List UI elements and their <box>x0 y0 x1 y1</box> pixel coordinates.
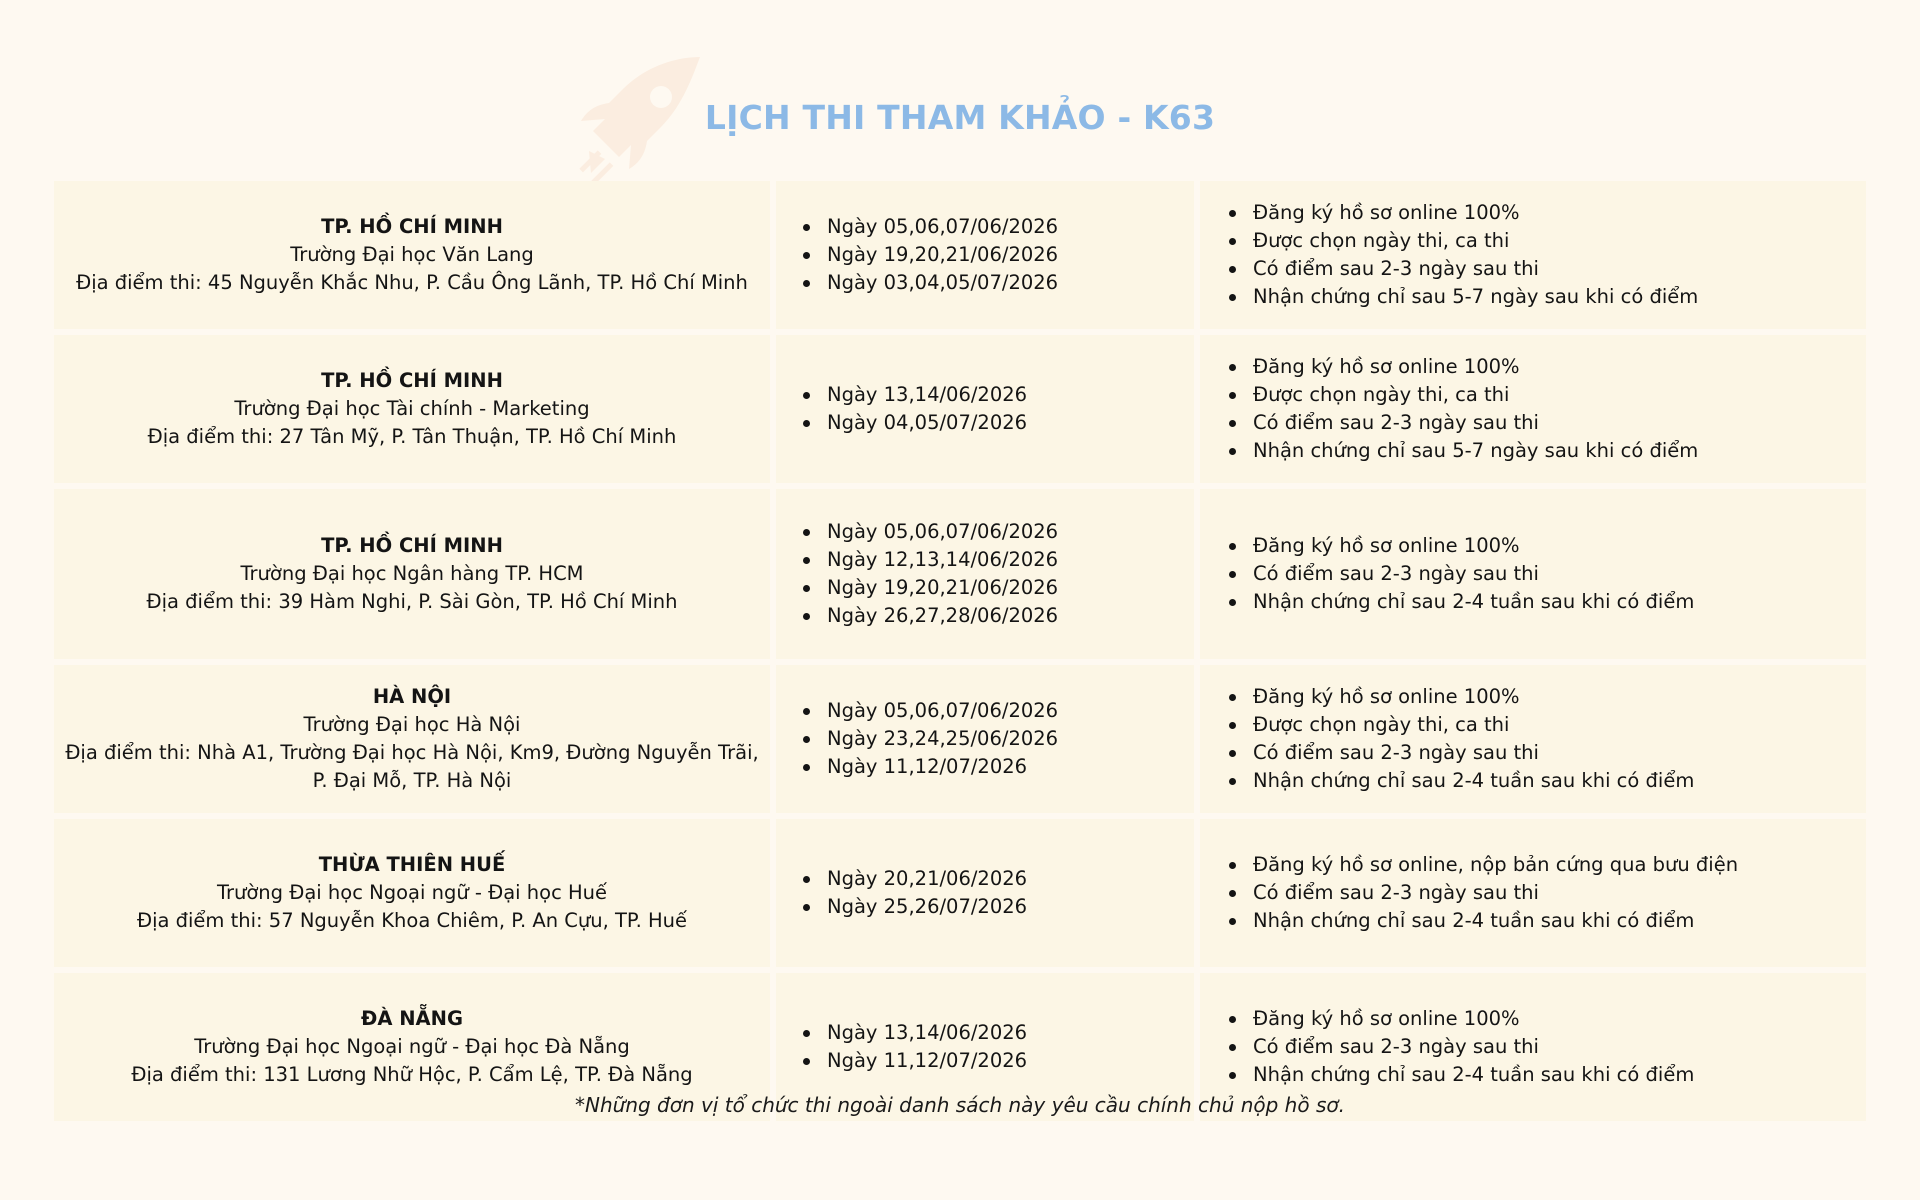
exam-address: Địa điểm thi: Nhà A1, Trường Đại học Hà Nội, Km9, Đường Nguyễn Trãi, <box>65 741 759 764</box>
city-name: THỪA THIÊN HUẾ <box>318 853 506 876</box>
dates-cell <box>776 819 1194 967</box>
school-name: Trường Đại học Văn Lang <box>290 243 534 266</box>
note-item: Có điểm sau 2-3 ngày sau thi <box>1229 739 1694 767</box>
notes-cell-list <box>1229 851 1738 935</box>
exam-date-item: Ngày 20,21/06/2026 <box>803 865 1027 893</box>
dates-cell <box>776 665 1194 813</box>
footnote: *Những đơn vị tổ chức thi ngoài danh sách này yêu cầu chính chủ nộp hồ sơ. <box>575 1093 1345 1117</box>
notes-cell <box>1200 489 1866 659</box>
notes-cell-list <box>1229 353 1698 465</box>
exam-address: Địa điểm thi: 39 Hàm Nghi, P. Sài Gòn, TP. Hồ Chí Minh <box>146 590 678 613</box>
table-row <box>54 335 1866 483</box>
note-item: Đăng ký hồ sơ online 100% <box>1229 1005 1694 1033</box>
note-item: Được chọn ngày thi, ca thi <box>1229 711 1694 739</box>
note-item: Nhận chứng chỉ sau 2-4 tuần sau khi có điểm <box>1229 907 1738 935</box>
dates-cell <box>776 181 1194 329</box>
exam-date-item: Ngày 05,06,07/06/2026 <box>803 213 1058 241</box>
school-name: Trường Đại học Hà Nội <box>303 713 521 736</box>
exam-date-item: Ngày 11,12/07/2026 <box>803 1047 1027 1075</box>
note-item: Đăng ký hồ sơ online 100% <box>1229 683 1694 711</box>
note-item: Có điểm sau 2-3 ngày sau thi <box>1229 879 1738 907</box>
school-name: Trường Đại học Ngoại ngữ - Đại học Đà Nẵng <box>194 1035 630 1058</box>
note-item: Nhận chứng chỉ sau 5-7 ngày sau khi có điểm <box>1229 283 1698 311</box>
school-name: Trường Đại học Ngân hàng TP. HCM <box>240 562 584 585</box>
dates-cell <box>776 489 1194 659</box>
city-name: ĐÀ NẴNG <box>361 1007 463 1030</box>
note-item: Được chọn ngày thi, ca thi <box>1229 381 1698 409</box>
exam-address-continued: P. Đại Mỗ, TP. Hà Nội <box>312 769 512 792</box>
exam-date-item: Ngày 25,26/07/2026 <box>803 893 1027 921</box>
dates-cell <box>776 335 1194 483</box>
dates-cell-list <box>803 518 1058 630</box>
note-item: Đăng ký hồ sơ online 100% <box>1229 532 1694 560</box>
location-cell <box>54 819 770 967</box>
note-item: Nhận chứng chỉ sau 2-4 tuần sau khi có điểm <box>1229 588 1694 616</box>
exam-date-item: Ngày 12,13,14/06/2026 <box>803 546 1058 574</box>
exam-date-item: Ngày 23,24,25/06/2026 <box>803 725 1058 753</box>
notes-cell <box>1200 335 1866 483</box>
city-name: TP. HỒ CHÍ MINH <box>321 534 503 557</box>
note-item: Nhận chứng chỉ sau 2-4 tuần sau khi có điểm <box>1229 767 1694 795</box>
location-cell <box>54 665 770 813</box>
dates-cell-list <box>803 1019 1027 1075</box>
note-item: Đăng ký hồ sơ online, nộp bản cứng qua bưu điện <box>1229 851 1738 879</box>
dates-cell-list <box>803 865 1027 921</box>
page-title: LỊCH THI THAM KHẢO - K63 <box>704 98 1216 137</box>
exam-date-item: Ngày 19,20,21/06/2026 <box>803 241 1058 269</box>
exam-date-item: Ngày 11,12/07/2026 <box>803 753 1058 781</box>
dates-cell-list <box>803 697 1058 781</box>
note-item: Có điểm sau 2-3 ngày sau thi <box>1229 560 1694 588</box>
table-row <box>54 181 1866 329</box>
exam-date-item: Ngày 19,20,21/06/2026 <box>803 574 1058 602</box>
notes-cell <box>1200 181 1866 329</box>
exam-address: Địa điểm thi: 57 Nguyễn Khoa Chiêm, P. An Cựu, TP. Huế <box>136 909 688 932</box>
note-item: Có điểm sau 2-3 ngày sau thi <box>1229 255 1698 283</box>
exam-date-item: Ngày 13,14/06/2026 <box>803 381 1027 409</box>
note-item: Có điểm sau 2-3 ngày sau thi <box>1229 409 1698 437</box>
exam-date-item: Ngày 05,06,07/06/2026 <box>803 518 1058 546</box>
table-row <box>54 665 1866 813</box>
exam-address: Địa điểm thi: 45 Nguyễn Khắc Nhu, P. Cầu Ông Lãnh, TP. Hồ Chí Minh <box>76 271 748 294</box>
location-cell <box>54 489 770 659</box>
notes-cell-list <box>1229 683 1694 795</box>
table-row <box>54 489 1866 659</box>
note-item: Đăng ký hồ sơ online 100% <box>1229 199 1698 227</box>
exam-date-item: Ngày 03,04,05/07/2026 <box>803 269 1058 297</box>
school-name: Trường Đại học Tài chính - Marketing <box>234 397 590 420</box>
table-row <box>54 819 1866 967</box>
exam-date-item: Ngày 13,14/06/2026 <box>803 1019 1027 1047</box>
note-item: Được chọn ngày thi, ca thi <box>1229 227 1698 255</box>
dates-cell-list <box>803 213 1058 297</box>
note-item: Nhận chứng chỉ sau 2-4 tuần sau khi có điểm <box>1229 1061 1694 1089</box>
notes-cell-list <box>1229 532 1694 616</box>
exam-date-item: Ngày 26,27,28/06/2026 <box>803 602 1058 630</box>
exam-address: Địa điểm thi: 27 Tân Mỹ, P. Tân Thuận, TP. Hồ Chí Minh <box>147 425 677 448</box>
school-name: Trường Đại học Ngoại ngữ - Đại học Huế <box>216 881 608 904</box>
notes-cell-list <box>1229 1005 1694 1089</box>
exam-schedule-table <box>54 181 1866 1127</box>
location-cell <box>54 335 770 483</box>
location-cell <box>54 181 770 329</box>
note-item: Có điểm sau 2-3 ngày sau thi <box>1229 1033 1694 1061</box>
exam-date-item: Ngày 04,05/07/2026 <box>803 409 1027 437</box>
notes-cell <box>1200 819 1866 967</box>
city-name: TP. HỒ CHÍ MINH <box>321 369 503 392</box>
notes-cell-list <box>1229 199 1698 311</box>
note-item: Nhận chứng chỉ sau 5-7 ngày sau khi có điểm <box>1229 437 1698 465</box>
notes-cell <box>1200 665 1866 813</box>
city-name: HÀ NỘI <box>372 685 452 708</box>
dates-cell-list <box>803 381 1027 437</box>
city-name: TP. HỒ CHÍ MINH <box>321 215 503 238</box>
exam-date-item: Ngày 05,06,07/06/2026 <box>803 697 1058 725</box>
note-item: Đăng ký hồ sơ online 100% <box>1229 353 1698 381</box>
exam-address: Địa điểm thi: 131 Lương Nhữ Hộc, P. Cẩm Lệ, TP. Đà Nẵng <box>131 1063 693 1086</box>
